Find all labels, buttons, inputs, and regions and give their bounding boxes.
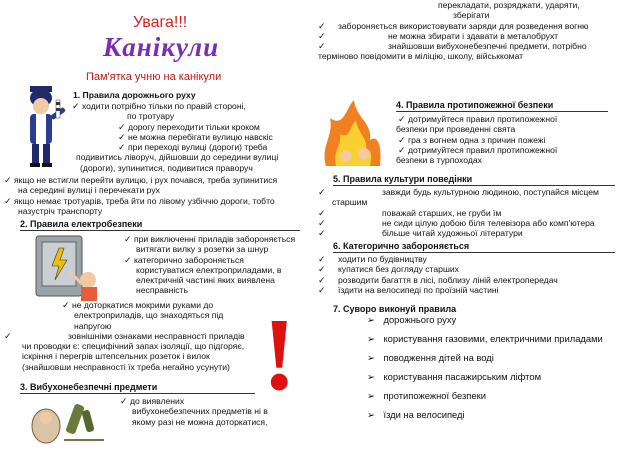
section-divider bbox=[333, 185, 615, 186]
list-item: користування пасажирським ліфтом bbox=[383, 371, 542, 382]
list-item: напругою bbox=[74, 320, 112, 331]
list-item: якщо не встигли перейти вулицю, і рух почався, треба зупинитися bbox=[13, 175, 278, 185]
list-item: знайшовши вибухонебезпечні предмети, потрібно bbox=[387, 41, 587, 52]
check-icon: ✓ bbox=[120, 396, 128, 406]
check-icon: ✓ bbox=[4, 330, 12, 341]
section-4-heading: 4. Правила протипожежної безпеки bbox=[396, 100, 554, 110]
list-item: по тротуару bbox=[127, 111, 175, 122]
list-item: розводити багаття в лісі, поблизу ліній електропередач bbox=[337, 274, 558, 285]
list-item: безпеки в турпоходах bbox=[396, 155, 482, 166]
check-icon: ✓ bbox=[318, 228, 326, 239]
list-item: не доторкатися мокрими руками до bbox=[71, 300, 214, 310]
list-item: їзди на велосипеді bbox=[383, 409, 465, 420]
list-item: іскріння і перегрів штепсельних розеток і вилок bbox=[22, 351, 210, 362]
explosive-objects-illustration bbox=[24, 396, 110, 448]
attention-text: Увага!!! bbox=[133, 14, 188, 31]
arrow-bullet-icon: ➢ bbox=[367, 409, 375, 420]
electric-panel-illustration bbox=[22, 232, 104, 304]
section-2-list bbox=[124, 234, 295, 296]
section-divider bbox=[20, 393, 255, 394]
list-item: назустріч транспорту bbox=[18, 205, 103, 216]
list-item: завжди будь культурною людиною, поступайся місцем bbox=[381, 187, 599, 197]
arrow-bullet-icon: ➢ bbox=[367, 333, 375, 344]
list-item: електричній частині яких виявлена bbox=[136, 275, 275, 286]
list-item: ходити потрібно тільки по правій стороні, bbox=[81, 101, 246, 111]
list-item: зовнішніми ознаками несправності приладів bbox=[67, 330, 245, 341]
list-item: не сиди цілую добою біля телевізора або комп'ютера bbox=[381, 217, 595, 228]
check-icon: ✓ bbox=[318, 264, 326, 275]
section-6-list bbox=[318, 254, 558, 295]
check-icon: ✓ bbox=[72, 101, 80, 111]
check-icon: ✓ bbox=[318, 217, 326, 228]
list-item: категорично забороняється bbox=[133, 254, 244, 265]
list-item: дотримуйтеся правил протипожежної bbox=[407, 114, 558, 124]
list-item: подивитись ліворуч, дійшовши до середини вулиці bbox=[76, 152, 279, 163]
check-icon: ✓ bbox=[124, 254, 132, 265]
list-item: витягати вилку з розетки за шнур bbox=[136, 244, 269, 255]
page-subtitle: Пам'ятка учню на канікули bbox=[86, 71, 222, 83]
list-item: забороняється використовувати заряди для розведення вогню bbox=[337, 20, 589, 31]
fire-illustration bbox=[316, 96, 392, 168]
list-item: терміново повідомити в міліцію, школу, військкомат bbox=[318, 51, 524, 62]
check-icon: ✓ bbox=[4, 175, 12, 185]
list-item: гра з вогнем одна з причин пожежі bbox=[407, 134, 546, 145]
list-item: при виключенні приладів забороняється bbox=[133, 234, 296, 244]
section-2-heading: 2. Правила електробезпеки bbox=[20, 219, 143, 229]
list-item: дорогу переходити тільки кроком bbox=[127, 121, 260, 132]
section-3-continued bbox=[318, 0, 589, 62]
check-icon: ✓ bbox=[318, 207, 326, 218]
list-item: при переході вулиці (дороги) треба bbox=[127, 142, 268, 153]
list-item: дотримуйтеся правил протипожежної bbox=[407, 144, 558, 155]
list-item: якщо немає тротуарів, треба йти по лівому узбіччю дороги, тобто bbox=[13, 195, 275, 206]
check-icon: ✓ bbox=[62, 300, 70, 310]
arrow-bullet-icon: ➢ bbox=[367, 352, 375, 363]
list-item: на середині вулиці і перечекати рух bbox=[18, 185, 160, 196]
check-icon: ✓ bbox=[398, 134, 406, 145]
list-item: перекладати, розряджати, ударяти, bbox=[438, 0, 580, 10]
list-item: дорожнього руху bbox=[383, 314, 457, 325]
check-icon: ✓ bbox=[318, 30, 326, 41]
section-1-list bbox=[72, 101, 278, 173]
check-icon: ✓ bbox=[118, 142, 126, 153]
list-item: до виявлених bbox=[129, 396, 185, 406]
section-5-heading: 5. Правила культури поведінки bbox=[333, 174, 473, 184]
list-item: (дороги), зупинитися, подивитися праворуч bbox=[80, 162, 253, 173]
section-2-list-wide bbox=[4, 300, 245, 372]
list-item: несправність bbox=[136, 285, 188, 296]
section-7-heading: 7. Суворо виконуй правила bbox=[333, 304, 457, 314]
section-divider bbox=[333, 252, 615, 253]
section-1-heading: 1. Правила дорожнього руху bbox=[73, 90, 196, 100]
check-icon: ✓ bbox=[124, 234, 132, 244]
page-title: Канікули bbox=[103, 32, 220, 62]
list-item: купатися без догляду старших bbox=[337, 264, 459, 275]
check-icon: ✓ bbox=[118, 121, 126, 132]
check-icon: ✓ bbox=[398, 114, 406, 124]
list-item: користуватися електроприладами, в bbox=[136, 264, 282, 275]
check-icon: ✓ bbox=[4, 195, 12, 206]
list-item: протипожежної безпеки bbox=[383, 390, 486, 401]
check-icon: ✓ bbox=[318, 274, 326, 285]
list-item: їздити на велосипеді по проїзній частині bbox=[337, 284, 499, 295]
section-3-list bbox=[120, 396, 268, 427]
arrow-bullet-icon: ➢ bbox=[367, 390, 375, 401]
list-item: зберігати bbox=[453, 10, 490, 21]
list-item: вибухонебезпечних предметів ні в bbox=[132, 406, 268, 417]
list-item: ходити по будівництву bbox=[337, 254, 427, 264]
list-item: поважай старших, не груби їм bbox=[381, 207, 502, 218]
exclamation-mark: ! bbox=[262, 297, 297, 412]
section-6-heading: 6. Категорично забороняється bbox=[333, 241, 470, 251]
list-item: більше читай художньої літератури bbox=[381, 228, 523, 239]
check-icon: ✓ bbox=[318, 20, 326, 31]
section-3-heading: 3. Вибухонебезпечні предмети bbox=[20, 382, 158, 392]
list-item: поводження дітей на воді bbox=[383, 352, 494, 363]
check-icon: ✓ bbox=[318, 41, 326, 52]
list-item: чи проводки є: специфічний запах ізоляції, що підгоряє, bbox=[22, 341, 245, 352]
section-1-list-wide bbox=[4, 175, 277, 216]
list-item: якому разі не можна доторкатися, bbox=[132, 416, 268, 427]
arrow-bullet-icon: ➢ bbox=[367, 371, 375, 382]
check-icon: ✓ bbox=[318, 187, 326, 197]
check-icon: ✓ bbox=[318, 254, 326, 264]
list-item: не можна перебігати вулицю навскіс bbox=[127, 131, 273, 142]
section-4-list bbox=[396, 114, 557, 165]
section-5-list bbox=[318, 187, 599, 238]
list-item: не можна збирати і здавати в металобрухт bbox=[387, 30, 559, 41]
section-divider bbox=[20, 230, 300, 231]
list-item: користування газовими, електричними приладами bbox=[383, 333, 603, 344]
section-divider bbox=[396, 111, 608, 112]
check-icon: ✓ bbox=[118, 131, 126, 142]
list-item: електроприладів, що знаходяться під bbox=[74, 310, 224, 321]
list-item: безпеки при проведенні свята bbox=[396, 124, 516, 135]
arrow-bullet-icon: ➢ bbox=[367, 314, 375, 325]
list-item: старшим bbox=[332, 197, 368, 208]
check-icon: ✓ bbox=[398, 144, 406, 155]
check-icon: ✓ bbox=[318, 284, 326, 295]
list-item: (знайшовши несправності їх треба негайно усунути) bbox=[22, 361, 230, 372]
section-7-list bbox=[367, 314, 603, 421]
traffic-policeman-illustration bbox=[10, 78, 72, 170]
